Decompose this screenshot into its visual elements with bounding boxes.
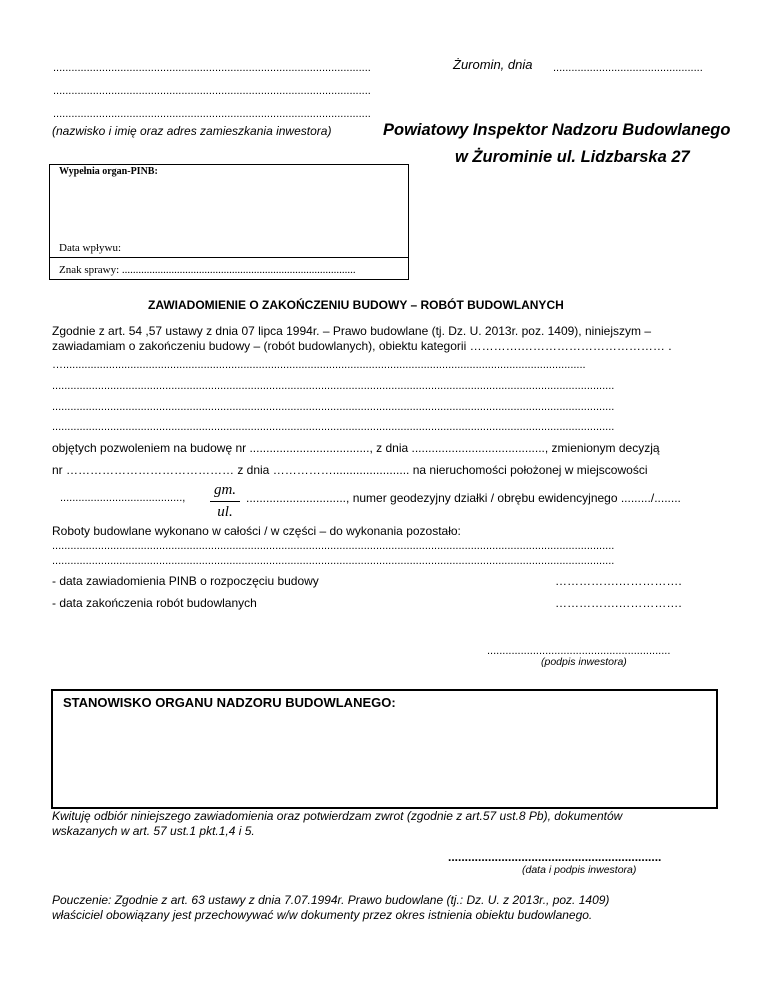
dots-line-4: ........................................................................................................................................................................................: [52, 421, 615, 433]
works-line-2: ........................................................................................................................................................................................: [52, 555, 615, 567]
investor-line-1: ........................................................................................................: [53, 62, 371, 74]
gmina-ulica-fraction: [210, 482, 240, 521]
authority-signature-line: ................................................................: [448, 850, 662, 864]
box-divider: [50, 257, 408, 258]
authority-box: [51, 689, 718, 809]
intro-line-1: Zgodnie z art. 54 ,57 ustawy z dnia 07 lipca 1994r. – Prawo budowlane (tj. Dz. U. 2013r. poz. 1409), niniejszym –: [52, 324, 651, 338]
addressee-line-1: Powiatowy Inspektor Nadzoru Budowlanego: [383, 121, 731, 139]
intro-line-2: zawiadamiam o zakończeniu budowy – (robót budowlanych), obiektu kategorii ………….……………………………… .: [52, 339, 672, 353]
addressee-line-2: w Żurominie ul. Lidzbarska 27: [455, 148, 690, 166]
investor-signature-caption: (podpis inwestora): [541, 656, 627, 668]
authority-title: STANOWISKO ORGANU NADZORU BUDOWLANEGO:: [63, 695, 396, 710]
works-label: Roboty budowlane wykonano w całości / w części – do wykonania pozostało:: [52, 524, 461, 538]
works-line-1: ........................................................................................................................................................................................: [52, 540, 615, 552]
frac-top: gm.: [213, 482, 237, 498]
place-date-label: Żuromin, dnia: [453, 57, 533, 72]
investor-line-2: ........................................................................................................: [53, 85, 371, 97]
start-date-value: …………….…………….: [555, 574, 682, 588]
notice-line-2: właściciel obowiązany jest przechowywać w/w dokumenty przez okres istnienia obiektu budowlanego.: [52, 908, 593, 922]
pinb-box-title: Wypełnia organ-PINB:: [59, 166, 158, 177]
start-date-label: - data zawiadomienia PINB o rozpoczęciu budowy: [52, 574, 319, 588]
authority-signature-caption: (data i podpis inwestora): [522, 864, 637, 876]
notice-line-1: Pouczenie: Zgodnie z art. 63 ustawy z dnia 7.07.1994r. Prawo budowlane (tj.: Dz. U. z 2013r., poz. 1409): [52, 893, 610, 907]
investor-caption: (nazwisko i imię oraz adres zamieszkania inwestora): [52, 124, 332, 138]
permit-line: objętych pozwoleniem na budowę nr ...................................., z dnia ........................................, zmienionym decyzją: [52, 441, 660, 455]
investor-signature-line: ............................................................: [487, 645, 671, 657]
dots-line-3: ........................................................................................................................................................................................: [52, 401, 615, 413]
frac-bottom: ul.: [217, 504, 233, 520]
receipt-line-1: Kwituję odbiór niniejszego zawiadomienia oraz potwierdzam zwrot (zgodnie z art.57 ust.8 Pb), dokumentów: [52, 809, 623, 823]
pinb-box: [49, 164, 409, 280]
dots-line-2: ........................................................................................................................................................................................: [52, 380, 615, 392]
investor-line-3: ........................................................................................................: [53, 108, 371, 120]
case-number-label: Znak sprawy: .....................................................................................: [59, 264, 356, 276]
location-prefix: ........................................,: [60, 492, 186, 504]
dots-line-1: …...........................................................................................................................................................................: [52, 359, 586, 371]
end-date-label: - data zakończenia robót budowlanych: [52, 596, 257, 610]
decision-line: nr …………………………………… z dnia ……………....................... na nieruchomości położonej w miejscowości: [52, 463, 648, 477]
received-date-label: Data wpływu:: [59, 242, 122, 254]
place-date-value: .................................................: [553, 62, 703, 74]
location-suffix: .............................., numer geodezyjny działki / obrębu ewidencyjnego ........./........: [246, 491, 681, 505]
form-title: ZAWIADOMIENIE O ZAKOŃCZENIU BUDOWY – ROBÓT BUDOWLANYCH: [148, 298, 564, 312]
receipt-line-2: wskazanych w art. 57 ust.1 pkt.1,4 i 5.: [52, 824, 255, 838]
end-date-value: …………….…………….: [555, 596, 682, 610]
